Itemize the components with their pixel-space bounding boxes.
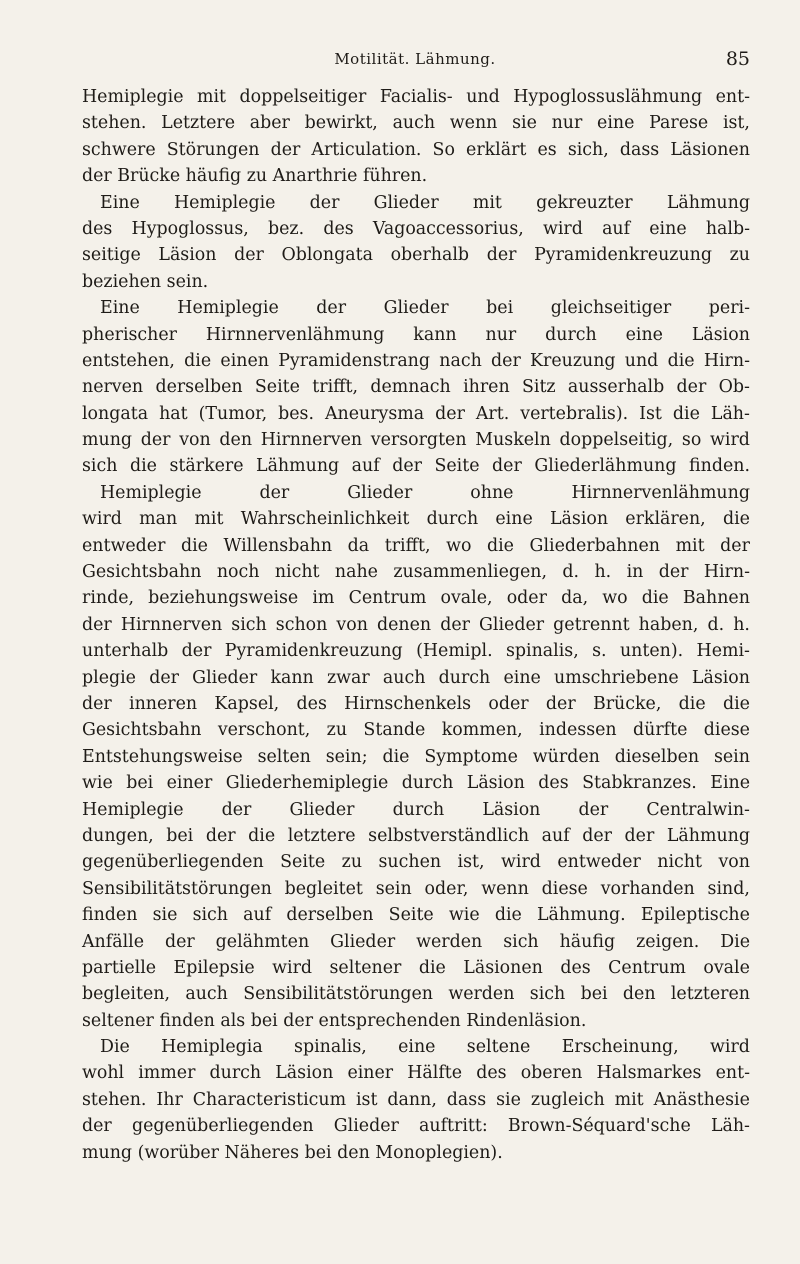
text-line: der Hirnnerven sich schon von denen der Glieder getrennt haben, d. h. — [82, 614, 750, 635]
text-line: entweder die Willensbahn da trifft, wo die Gliederbahnen mit der — [82, 535, 750, 556]
text-line: Entstehungsweise selten sein; die Symptome würden dieselben sein — [82, 746, 750, 767]
text-line: begleiten, auch Sensibilitätstörungen werden sich bei den letzteren — [82, 984, 750, 1005]
text-line: wird man mit Wahrscheinlichkeit durch eine Läsion erklären, die — [82, 509, 750, 530]
text-line: entstehen, die einen Pyramidenstrang nach der Kreuzung und die Hirn- — [82, 350, 750, 371]
text-line: seitige Läsion der Oblongata oberhalb der Pyramidenkreuzung zu — [82, 245, 750, 266]
text-line: wohl immer durch Läsion einer Hälfte des oberen Halsmarkes ent- — [82, 1063, 750, 1084]
text-line: Eine Hemiplegie der Glieder mit gekreuzter Lähmung — [100, 192, 750, 213]
text-line: Eine Hemiplegie der Glieder bei gleichseitiger peri- — [100, 298, 750, 319]
text-line: Anfälle der gelähmten Glieder werden sich häufig zeigen. Die — [82, 931, 750, 952]
text-line: Hemiplegie der Glieder ohne Hirnnervenlähmung — [100, 482, 750, 503]
text-line: gegenüberliegenden Seite zu suchen ist, wird entweder nicht von — [82, 852, 750, 873]
text-line: finden sie sich auf derselben Seite wie die Lähmung. Epileptische — [82, 905, 750, 926]
text-line: longata hat (Tumor, bes. Aneurysma der Art. vertebralis). Ist die Läh- — [82, 403, 750, 424]
text-line: partielle Epilepsie wird seltener die Läsionen des Centrum ovale — [82, 957, 750, 978]
text-line: Sensibilitätstörungen begleitet sein oder, wenn diese vorhanden sind, — [82, 878, 750, 899]
text-line: Hemiplegie mit doppelseitiger Facialis- und Hypoglossuslähmung ent- — [82, 87, 750, 107]
running-head-title: Motilität. Lähmung. — [334, 50, 496, 68]
text-line: mung der von den Hirnnerven versorgten Muskeln doppelseitig, so wird — [82, 430, 750, 451]
text-line: Gesichtsbahn verschont, zu Stande kommen, indessen dürfte diese — [82, 720, 750, 741]
text-line: seltener finden als bei der entsprechenden Rindenläsion. — [82, 1010, 587, 1031]
text-line: Hemiplegie der Glieder durch Läsion der Centralwin- — [82, 799, 750, 820]
text-line: sich die stärkere Lähmung auf der Seite der Gliederlähmung finden. — [82, 456, 750, 477]
text-line: pherischer Hirnnervenlähmung kann nur durch eine Läsion — [82, 324, 750, 345]
text-line: nerven derselben Seite trifft, demnach ihren Sitz ausserhalb der Ob- — [82, 377, 750, 398]
text-line: beziehen sein. — [82, 271, 209, 292]
text-line: der inneren Kapsel, des Hirnschenkels oder der Brücke, die die — [82, 693, 750, 714]
text-line: mung (worüber Näheres bei den Monoplegien). — [82, 1142, 503, 1163]
text-line: wie bei einer Gliederhemiplegie durch Läsion des Stabkranzes. Eine — [82, 773, 750, 794]
text-line: plegie der Glieder kann zwar auch durch eine umschriebene Läsion — [82, 667, 750, 688]
text-line: Gesichtsbahn noch nicht nahe zusammenliegen, d. h. in der Hirn- — [82, 562, 750, 583]
running-head — [80, 48, 750, 74]
text-line: unterhalb der Pyramidenkreuzung (Hemipl. spinalis, s. unten). Hemi- — [82, 641, 750, 662]
body-text — [82, 84, 750, 1166]
text-line: stehen. Letztere aber bewirkt, auch wenn sie nur eine Parese ist, — [82, 113, 750, 134]
text-line: schwere Störungen der Articulation. So erklärt es sich, dass Läsionen — [82, 139, 750, 160]
text-line: stehen. Ihr Characteristicum ist dann, dass sie zugleich mit Anästhesie — [82, 1089, 750, 1110]
text-line: rinde, beziehungsweise im Centrum ovale, oder da, wo die Bahnen — [82, 588, 750, 609]
text-line: Die Hemiplegia spinalis, eine seltene Erscheinung, wird — [100, 1037, 750, 1058]
text-line: der Brücke häufig zu Anarthrie führen. — [82, 166, 428, 187]
text-line: des Hypoglossus, bez. des Vagoaccessorius, wird auf eine halb- — [82, 218, 750, 239]
page-number: 85 — [725, 48, 750, 70]
text-line: dungen, bei der die letztere selbstverständlich auf der der Lähmung — [82, 825, 750, 846]
text-line: der gegenüberliegenden Glieder auftritt: Brown-Séquard'sche Läh- — [82, 1116, 750, 1137]
